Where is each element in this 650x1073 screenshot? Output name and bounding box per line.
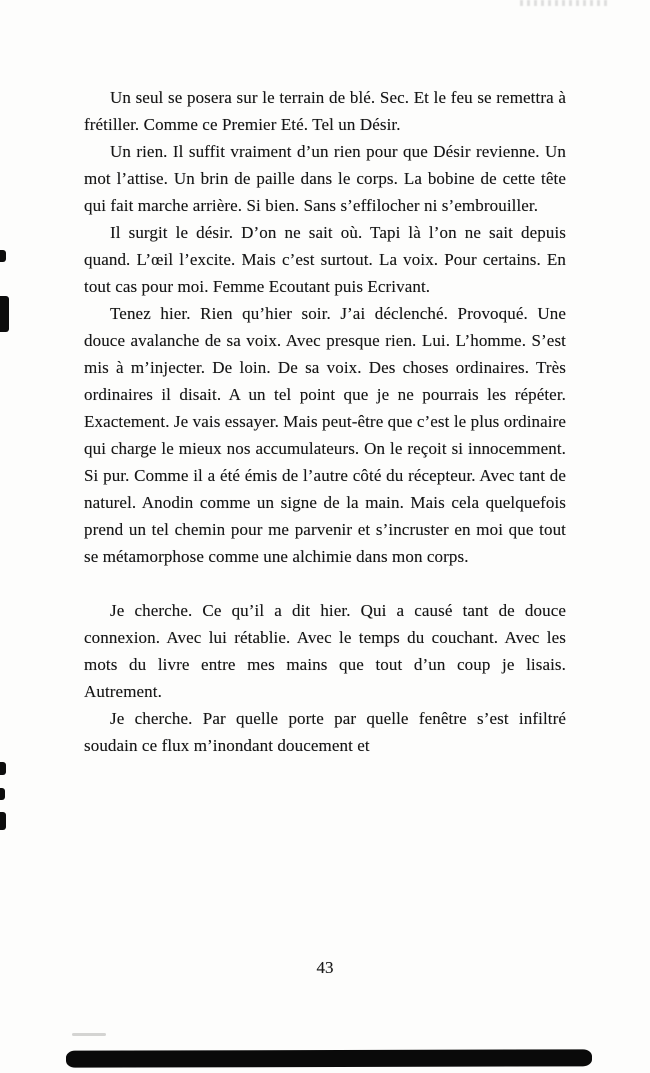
paragraph: Je cherche. Ce qu’il a dit hier. Qui a causé tant de douce connexion. Avec lui rétablie. Avec le temps du couchant. Avec les mots du livre entre mes mains que tout d’un coup je lisais. Autrement.	[84, 601, 566, 701]
scan-artifact-left-mark-5	[0, 812, 6, 830]
scan-artifact-left-mark-2	[0, 296, 9, 332]
scan-artifact-left-mark-1	[0, 250, 6, 262]
scan-artifact-bottom-bar	[66, 1049, 592, 1067]
paragraph: Il surgit le désir. D’on ne sait où. Tapi là l’on ne sait depuis quand. L’œil l’excite. Mais c’est surtout. La voix. Pour certains. En tout cas pour moi. Femme Ecoutant puis Ecrivant.	[84, 223, 566, 296]
paragraph: Je cherche. Par quelle porte par quelle fenêtre s’est infiltré soudain ce flux m’inondant doucement et	[84, 709, 566, 755]
paragraph: Un rien. Il suffit vraiment d’un rien pour que Désir revienne. Un mot l’attise. Un brin de paille dans le corps. La bobine de cette tête qui fait marche arrière. Si bien. Sans s’effilocher ni s’embrouiller.	[84, 142, 566, 215]
scan-artifact-left-mark-4	[0, 788, 5, 800]
paragraph: Un seul se posera sur le terrain de blé. Sec. Et le feu se remettra à frétiller. Comme ce Premier Eté. Tel un Désir.	[84, 88, 566, 134]
scan-artifact-left-mark-3	[0, 762, 6, 775]
paragraph: Tenez hier. Rien qu’hier soir. J’ai déclenché. Provoqué. Une douce avalanche de sa voix. Avec presque rien. Lui. L’homme. S’est mis à m’injecter. De loin. De sa voix. Des choses ordinaires. Très ordinaires il disait. A un tel point que je ne pourrais les répéter. Exactement. Je vais essayer. Mais peut-être que c’est le plus ordinaire qui charge le mieux nos accumulateurs. On le reçoit si innocemment. Si pur. Comme il a été émis de l’autre côté du récepteur. Avec tant de naturel. Anodin comme un signe de la main. Mais cela quelquefois prend un tel chemin pour me parvenir et s’incruster en moi que tout se métamorphose comme une alchimie dans mon corps.	[84, 304, 566, 566]
scan-artifact-top-smudge	[520, 0, 608, 6]
scan-artifact-faint-dash	[72, 1033, 106, 1036]
page-number: 43	[316, 958, 334, 977]
page-text-block	[84, 84, 566, 759]
